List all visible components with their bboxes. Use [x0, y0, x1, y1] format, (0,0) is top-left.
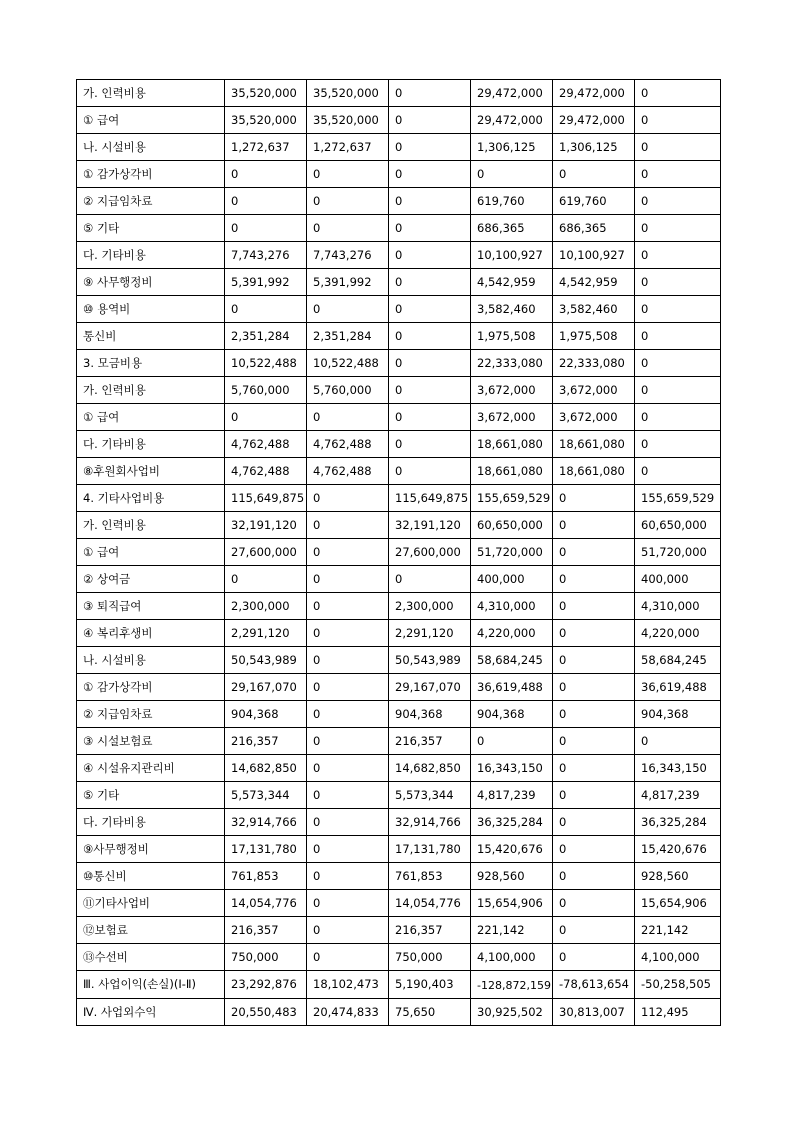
amount-cell: 0: [307, 566, 389, 593]
amount-cell: 0: [553, 566, 635, 593]
table-row: [77, 296, 721, 323]
account-label-cell: ⑩ 용역비: [77, 296, 225, 323]
amount-cell: 4,100,000: [471, 944, 553, 971]
amount-cell: 5,391,992: [307, 269, 389, 296]
amount-cell: 50,543,989: [225, 647, 307, 674]
amount-cell: 0: [389, 188, 471, 215]
table-row: [77, 269, 721, 296]
amount-cell: 3,672,000: [471, 377, 553, 404]
account-label-cell: Ⅲ. 사업이익(손실)(Ⅰ-Ⅱ): [77, 971, 225, 999]
amount-cell: 0: [553, 944, 635, 971]
amount-cell: 60,650,000: [635, 512, 721, 539]
financial-statement-table: [76, 79, 721, 1026]
account-label-cell: Ⅳ. 사업외수익: [77, 999, 225, 1026]
amount-cell: 2,351,284: [225, 323, 307, 350]
amount-cell: 50,543,989: [389, 647, 471, 674]
account-label-cell: ⑫보험료: [77, 917, 225, 944]
amount-cell: 0: [635, 350, 721, 377]
amount-cell: 7,743,276: [307, 242, 389, 269]
amount-cell: 4,310,000: [471, 593, 553, 620]
amount-cell: 761,853: [389, 863, 471, 890]
amount-cell: 3,582,460: [471, 296, 553, 323]
amount-cell: 2,300,000: [225, 593, 307, 620]
amount-cell: 0: [307, 782, 389, 809]
table-row: [77, 944, 721, 971]
amount-cell: 221,142: [471, 917, 553, 944]
amount-cell: 18,661,080: [553, 458, 635, 485]
amount-cell: 0: [389, 431, 471, 458]
amount-cell: 761,853: [225, 863, 307, 890]
amount-cell: 0: [635, 323, 721, 350]
amount-cell: 2,351,284: [307, 323, 389, 350]
account-label-cell: 나. 시설비용: [77, 134, 225, 161]
amount-cell: 216,357: [225, 917, 307, 944]
amount-cell: 0: [389, 242, 471, 269]
amount-cell: 0: [553, 755, 635, 782]
amount-cell: 4,762,488: [307, 458, 389, 485]
amount-cell: 27,600,000: [225, 539, 307, 566]
amount-cell: 22,333,080: [553, 350, 635, 377]
amount-cell: 0: [635, 728, 721, 755]
amount-cell: 16,343,150: [471, 755, 553, 782]
amount-cell: 23,292,876: [225, 971, 307, 999]
table-row: [77, 485, 721, 512]
table-row: [77, 134, 721, 161]
amount-cell: 4,100,000: [635, 944, 721, 971]
amount-cell: 0: [635, 404, 721, 431]
amount-cell: 686,365: [553, 215, 635, 242]
account-label-cell: 다. 기타비용: [77, 242, 225, 269]
account-label-cell: 가. 인력비용: [77, 377, 225, 404]
table-row: [77, 80, 721, 107]
account-label-cell: ① 감가상각비: [77, 161, 225, 188]
account-label-cell: ⑩통신비: [77, 863, 225, 890]
amount-cell: 155,659,529: [635, 485, 721, 512]
amount-cell: 0: [471, 728, 553, 755]
amount-cell: 0: [307, 296, 389, 323]
amount-cell: 1,306,125: [471, 134, 553, 161]
table-row: [77, 458, 721, 485]
amount-cell: 30,813,007: [553, 999, 635, 1026]
amount-cell: 0: [635, 107, 721, 134]
amount-cell: 1,975,508: [553, 323, 635, 350]
amount-cell: 0: [389, 215, 471, 242]
amount-cell: 0: [307, 215, 389, 242]
amount-cell: 0: [307, 404, 389, 431]
amount-cell: 5,760,000: [307, 377, 389, 404]
amount-cell: 4,220,000: [635, 620, 721, 647]
amount-cell: 1,272,637: [225, 134, 307, 161]
table-row: [77, 512, 721, 539]
amount-cell: 14,682,850: [225, 755, 307, 782]
amount-cell: 750,000: [389, 944, 471, 971]
amount-cell: 5,573,344: [389, 782, 471, 809]
amount-cell: 400,000: [635, 566, 721, 593]
amount-cell: 112,495: [635, 999, 721, 1026]
amount-cell: 4,762,488: [225, 458, 307, 485]
amount-cell: 10,100,927: [471, 242, 553, 269]
amount-cell: 0: [635, 242, 721, 269]
table-row: [77, 971, 721, 999]
amount-cell: 0: [553, 539, 635, 566]
account-label-cell: 다. 기타비용: [77, 809, 225, 836]
amount-cell: 0: [553, 161, 635, 188]
amount-cell: 904,368: [225, 701, 307, 728]
table-row: [77, 215, 721, 242]
table-row: [77, 107, 721, 134]
amount-cell: 17,131,780: [389, 836, 471, 863]
amount-cell: 29,472,000: [471, 80, 553, 107]
amount-cell: 51,720,000: [635, 539, 721, 566]
amount-cell: 0: [307, 890, 389, 917]
amount-cell: 1,272,637: [307, 134, 389, 161]
amount-cell: -78,613,654: [553, 971, 635, 999]
amount-cell: 5,573,344: [225, 782, 307, 809]
amount-cell: 20,474,833: [307, 999, 389, 1026]
account-label-cell: 다. 기타비용: [77, 431, 225, 458]
account-label-cell: ① 급여: [77, 107, 225, 134]
amount-cell: 51,720,000: [471, 539, 553, 566]
amount-cell: 0: [225, 296, 307, 323]
amount-cell: 0: [389, 134, 471, 161]
amount-cell: 58,684,245: [471, 647, 553, 674]
amount-cell: 0: [553, 836, 635, 863]
amount-cell: 0: [553, 593, 635, 620]
amount-cell: 29,472,000: [553, 80, 635, 107]
table-row: [77, 161, 721, 188]
table-row: [77, 728, 721, 755]
account-label-cell: ⑨ 사무행정비: [77, 269, 225, 296]
account-label-cell: ② 상여금: [77, 566, 225, 593]
table-row: [77, 809, 721, 836]
amount-cell: 35,520,000: [307, 107, 389, 134]
amount-cell: 0: [635, 80, 721, 107]
account-label-cell: ⑧후원회사업비: [77, 458, 225, 485]
amount-cell: 0: [225, 404, 307, 431]
amount-cell: 0: [553, 890, 635, 917]
amount-cell: 3,672,000: [553, 377, 635, 404]
amount-cell: 0: [635, 458, 721, 485]
amount-cell: -50,258,505: [635, 971, 721, 999]
amount-cell: 36,325,284: [635, 809, 721, 836]
amount-cell: 32,191,120: [389, 512, 471, 539]
amount-cell: 4,762,488: [225, 431, 307, 458]
account-label-cell: ⑤ 기타: [77, 782, 225, 809]
amount-cell: 0: [635, 188, 721, 215]
amount-cell: 0: [389, 80, 471, 107]
amount-cell: 35,520,000: [225, 107, 307, 134]
amount-cell: 0: [389, 323, 471, 350]
amount-cell: 0: [307, 863, 389, 890]
amount-cell: 0: [307, 917, 389, 944]
amount-cell: 22,333,080: [471, 350, 553, 377]
account-label-cell: 3. 모금비용: [77, 350, 225, 377]
account-label-cell: ① 감가상각비: [77, 674, 225, 701]
amount-cell: 0: [553, 674, 635, 701]
amount-cell: 4,762,488: [307, 431, 389, 458]
table-row: [77, 917, 721, 944]
amount-cell: 29,167,070: [389, 674, 471, 701]
table-row: [77, 593, 721, 620]
amount-cell: 18,661,080: [471, 458, 553, 485]
account-label-cell: ③ 시설보험료: [77, 728, 225, 755]
amount-cell: 4,220,000: [471, 620, 553, 647]
table-row: [77, 890, 721, 917]
amount-cell: 750,000: [225, 944, 307, 971]
table-row: [77, 188, 721, 215]
amount-cell: 35,520,000: [307, 80, 389, 107]
amount-cell: 10,522,488: [307, 350, 389, 377]
account-label-cell: ④ 시설유지관리비: [77, 755, 225, 782]
amount-cell: 3,672,000: [553, 404, 635, 431]
amount-cell: 0: [389, 350, 471, 377]
account-label-cell: ⑤ 기타: [77, 215, 225, 242]
table-row: [77, 999, 721, 1026]
amount-cell: 904,368: [635, 701, 721, 728]
amount-cell: 4,310,000: [635, 593, 721, 620]
amount-cell: 0: [225, 566, 307, 593]
amount-cell: 18,102,473: [307, 971, 389, 999]
amount-cell: 400,000: [471, 566, 553, 593]
account-label-cell: ④ 복리후생비: [77, 620, 225, 647]
amount-cell: 0: [553, 485, 635, 512]
amount-cell: 216,357: [389, 917, 471, 944]
amount-cell: 14,682,850: [389, 755, 471, 782]
amount-cell: 0: [307, 836, 389, 863]
amount-cell: 5,190,403: [389, 971, 471, 999]
amount-cell: 35,520,000: [225, 80, 307, 107]
amount-cell: 17,131,780: [225, 836, 307, 863]
account-label-cell: ② 지급임차료: [77, 701, 225, 728]
amount-cell: 2,291,120: [389, 620, 471, 647]
amount-cell: 15,654,906: [635, 890, 721, 917]
amount-cell: 7,743,276: [225, 242, 307, 269]
amount-cell: 0: [635, 134, 721, 161]
amount-cell: 4,542,959: [553, 269, 635, 296]
account-label-cell: 나. 시설비용: [77, 647, 225, 674]
amount-cell: 29,167,070: [225, 674, 307, 701]
account-label-cell: 가. 인력비용: [77, 512, 225, 539]
amount-cell: 0: [553, 728, 635, 755]
table-row: [77, 566, 721, 593]
account-label-cell: 가. 인력비용: [77, 80, 225, 107]
amount-cell: 29,472,000: [471, 107, 553, 134]
amount-cell: 3,582,460: [553, 296, 635, 323]
amount-cell: 58,684,245: [635, 647, 721, 674]
amount-cell: 0: [307, 620, 389, 647]
amount-cell: 216,357: [389, 728, 471, 755]
amount-cell: 0: [553, 809, 635, 836]
table-row: [77, 755, 721, 782]
table-row: [77, 323, 721, 350]
amount-cell: 0: [553, 647, 635, 674]
amount-cell: 0: [635, 269, 721, 296]
amount-cell: 0: [635, 377, 721, 404]
amount-cell: 15,420,676: [471, 836, 553, 863]
table-row: [77, 539, 721, 566]
amount-cell: 0: [635, 215, 721, 242]
amount-cell: 0: [225, 188, 307, 215]
table-row: [77, 701, 721, 728]
amount-cell: 155,659,529: [471, 485, 553, 512]
amount-cell: 0: [553, 620, 635, 647]
amount-cell: 928,560: [471, 863, 553, 890]
amount-cell: 16,343,150: [635, 755, 721, 782]
amount-cell: 686,365: [471, 215, 553, 242]
amount-cell: 0: [307, 188, 389, 215]
account-label-cell: ⑪기타사업비: [77, 890, 225, 917]
amount-cell: 0: [307, 755, 389, 782]
amount-cell: 0: [389, 269, 471, 296]
account-label-cell: ⑬수선비: [77, 944, 225, 971]
amount-cell: 0: [389, 458, 471, 485]
amount-cell: 15,420,676: [635, 836, 721, 863]
amount-cell: 0: [389, 296, 471, 323]
amount-cell: 115,649,875: [225, 485, 307, 512]
amount-cell: 32,191,120: [225, 512, 307, 539]
amount-cell: 0: [307, 809, 389, 836]
account-label-cell: 4. 기타사업비용: [77, 485, 225, 512]
account-label-cell: 통신비: [77, 323, 225, 350]
amount-cell: 10,100,927: [553, 242, 635, 269]
table-row: [77, 431, 721, 458]
amount-cell: 30,925,502: [471, 999, 553, 1026]
amount-cell: 0: [389, 377, 471, 404]
account-label-cell: ① 급여: [77, 404, 225, 431]
account-label-cell: ② 지급임차료: [77, 188, 225, 215]
amount-cell: 0: [307, 539, 389, 566]
amount-cell: 904,368: [389, 701, 471, 728]
amount-cell: 0: [307, 512, 389, 539]
amount-cell: 0: [389, 404, 471, 431]
table-row: [77, 674, 721, 701]
amount-cell: 0: [635, 161, 721, 188]
amount-cell: 0: [307, 161, 389, 188]
amount-cell: 60,650,000: [471, 512, 553, 539]
amount-cell: 928,560: [635, 863, 721, 890]
amount-cell: 36,325,284: [471, 809, 553, 836]
table-row: [77, 620, 721, 647]
amount-cell: 36,619,488: [471, 674, 553, 701]
amount-cell: 20,550,483: [225, 999, 307, 1026]
account-label-cell: ① 급여: [77, 539, 225, 566]
amount-cell: 0: [307, 674, 389, 701]
table-row: [77, 782, 721, 809]
amount-cell: 0: [307, 593, 389, 620]
table-row: [77, 377, 721, 404]
amount-cell: 0: [471, 161, 553, 188]
amount-cell: 0: [553, 782, 635, 809]
amount-cell: 4,542,959: [471, 269, 553, 296]
amount-cell: 27,600,000: [389, 539, 471, 566]
amount-cell: 32,914,766: [389, 809, 471, 836]
table-row: [77, 404, 721, 431]
amount-cell: 0: [553, 512, 635, 539]
account-label-cell: ③ 퇴직급여: [77, 593, 225, 620]
amount-cell: 0: [389, 161, 471, 188]
amount-cell: 0: [635, 296, 721, 323]
amount-cell: 15,654,906: [471, 890, 553, 917]
amount-cell: 1,306,125: [553, 134, 635, 161]
amount-cell: 0: [307, 728, 389, 755]
amount-cell: 619,760: [471, 188, 553, 215]
account-label-cell: ⑨사무행정비: [77, 836, 225, 863]
amount-cell: 75,650: [389, 999, 471, 1026]
amount-cell: 14,054,776: [225, 890, 307, 917]
amount-cell: 2,291,120: [225, 620, 307, 647]
amount-cell: 36,619,488: [635, 674, 721, 701]
amount-cell: 32,914,766: [225, 809, 307, 836]
amount-cell: 4,817,239: [471, 782, 553, 809]
amount-cell: 0: [553, 863, 635, 890]
table-row: [77, 836, 721, 863]
amount-cell: 0: [307, 944, 389, 971]
amount-cell: 29,472,000: [553, 107, 635, 134]
amount-cell: 0: [307, 485, 389, 512]
amount-cell: -128,872,159: [471, 971, 553, 999]
amount-cell: 0: [553, 701, 635, 728]
amount-cell: 18,661,080: [553, 431, 635, 458]
table-row: [77, 242, 721, 269]
amount-cell: 216,357: [225, 728, 307, 755]
amount-cell: 0: [307, 647, 389, 674]
amount-cell: 115,649,875: [389, 485, 471, 512]
amount-cell: 2,300,000: [389, 593, 471, 620]
amount-cell: 14,054,776: [389, 890, 471, 917]
amount-cell: 0: [225, 215, 307, 242]
amount-cell: 221,142: [635, 917, 721, 944]
amount-cell: 619,760: [553, 188, 635, 215]
amount-cell: 904,368: [471, 701, 553, 728]
amount-cell: 1,975,508: [471, 323, 553, 350]
table-row: [77, 647, 721, 674]
table-row: [77, 863, 721, 890]
amount-cell: 0: [225, 161, 307, 188]
amount-cell: 5,391,992: [225, 269, 307, 296]
table-row: [77, 350, 721, 377]
amount-cell: 0: [389, 566, 471, 593]
amount-cell: 10,522,488: [225, 350, 307, 377]
table-body: [77, 80, 721, 1026]
amount-cell: 0: [307, 701, 389, 728]
amount-cell: 3,672,000: [471, 404, 553, 431]
amount-cell: 0: [553, 917, 635, 944]
amount-cell: 4,817,239: [635, 782, 721, 809]
amount-cell: 18,661,080: [471, 431, 553, 458]
amount-cell: 0: [389, 107, 471, 134]
amount-cell: 5,760,000: [225, 377, 307, 404]
amount-cell: 0: [635, 431, 721, 458]
